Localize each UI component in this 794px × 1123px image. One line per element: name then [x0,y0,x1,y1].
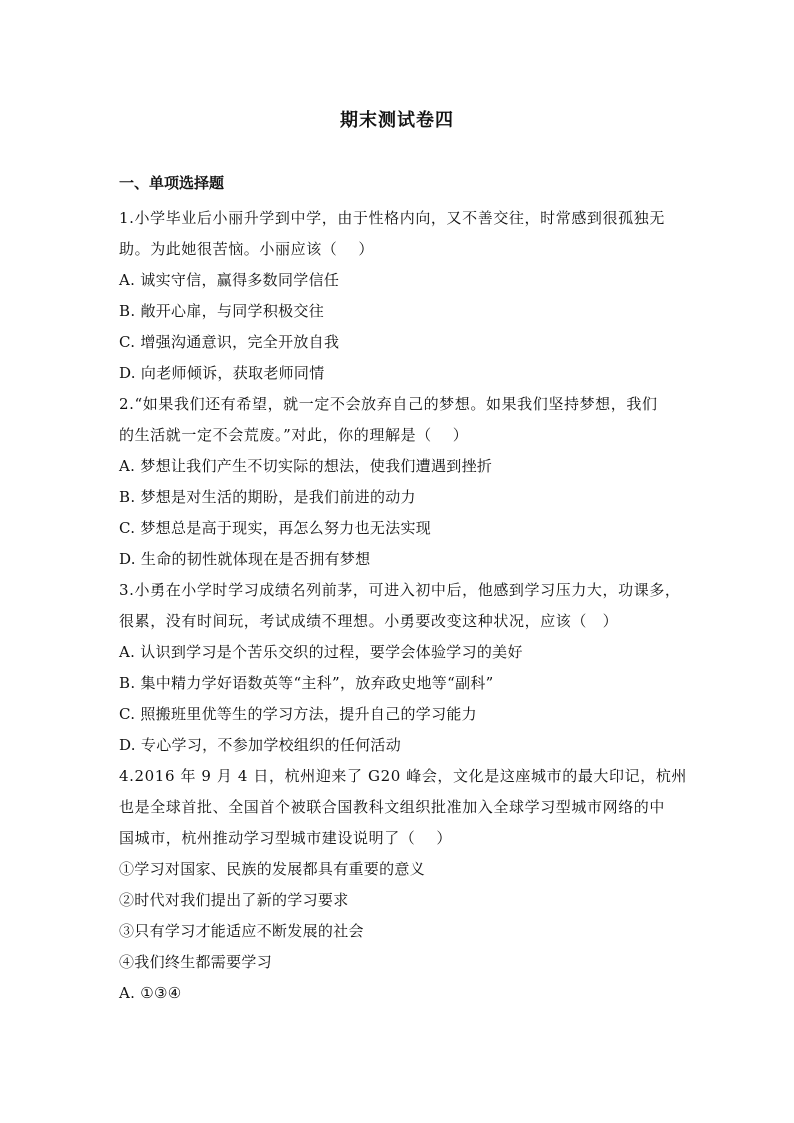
statement-2: ②时代对我们提出了新的学习要求 [119,891,349,909]
statement-3: ③只有学习才能适应不断发展的社会 [119,922,364,940]
question-stem-line: 4.2016 年 9 月 4 日，杭州迎来了 G20 峰会，文化是这座城市的最大印记，杭州 [119,767,688,785]
option-c: C. 照搬班里优等生的学习方法，提升自己的学习能力 [119,705,477,723]
option-a: A. 梦想让我们产生不切实际的想法，使我们遭遇到挫折 [119,457,493,475]
option-b: B. 敞开心扉，与同学积极交往 [119,302,325,320]
option-d: D. 生命的韧性就体现在是否拥有梦想 [119,550,371,568]
question-1 [119,203,679,389]
question-stem-line: 国城市，杭州推动学习型城市建设说明了（ ） [119,829,452,847]
question-stem-line: 3.小勇在小学时学习成绩名列前茅，可进入初中后，他感到学习压力大，功课多， [119,581,681,599]
question-4 [119,761,688,1009]
option-c: C. 增强沟通意识，完全开放自我 [119,333,340,351]
option-a: A. 诚实守信，赢得多数同学信任 [119,271,340,289]
question-stem-line: 2.“如果我们还有希望，就一定不会放弃自己的梦想。如果我们坚持梦想，我们 [119,395,658,413]
page-title: 期末测试卷四 [340,110,454,131]
question-stem-line: 的生活就一定不会荒废。”对此，你的理解是（ ） [119,426,469,444]
question-stem-line: 1.小学毕业后小丽升学到中学，由于性格内向，又不善交往，时常感到很孤独无 [119,209,665,227]
option-d: D. 专心学习，不参加学校组织的任何活动 [119,736,402,754]
question-stem-line: 也是全球首批、全国首个被联合国教科文组织批准加入全球学习型城市网络的中 [119,798,666,816]
option-b: B. 集中精力学好语数英等“主科”，放弃政史地等“副科” [119,674,494,692]
option-d: D. 向老师倾诉，获取老师同情 [119,364,325,382]
section-heading: 一、单项选择题 [119,174,225,192]
question-stem-line: 助。为此她很苦恼。小丽应该（ ） [119,240,374,258]
question-stem-line: 很累，没有时间玩，考试成绩不理想。小勇要改变这种状况，应该（ ） [119,612,619,630]
statement-1: ①学习对国家、民族的发展都具有重要的意义 [119,860,426,878]
exam-content [119,172,688,1009]
option-c: C. 梦想总是高于现实，再怎么努力也无法实现 [119,519,432,537]
question-3 [119,575,679,761]
statement-4: ④我们终生都需要学习 [119,953,273,971]
option-a: A. ①③④ [119,984,182,1002]
option-b: B. 梦想是对生活的期盼，是我们前进的动力 [119,488,416,506]
option-a: A. 认识到学习是个苦乐交织的过程，要学会体验学习的美好 [119,643,523,661]
question-2 [119,389,679,575]
